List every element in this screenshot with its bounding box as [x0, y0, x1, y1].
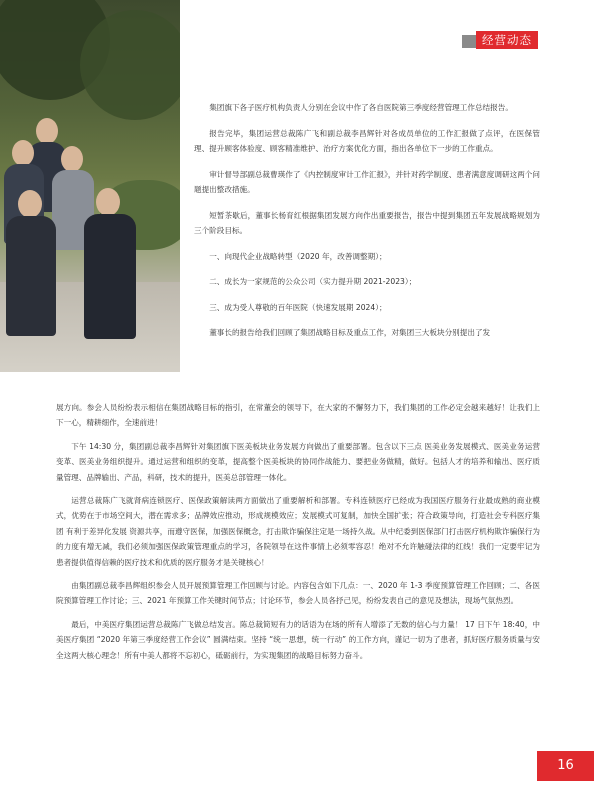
paragraph: 展方向。参会人员纷纷表示相信在集团战略目标的指引，在常董会的领导下，在大家的不懈努力下，我们集团的工作必定会越来越好！让我们上下一心，精耕细作，全速前进！: [56, 403, 540, 428]
right-column-text: [194, 100, 540, 351]
paragraph: 由集团副总裁李昌辉组织参会人员开展预算管理工作回顾与讨论。内容包含如下几点：一、2020 年 1-3 季度预算管理工作回顾；二、各医院预算管理工作讨论；三、2021 年预算工作关键时间节点；讨论环节，参会人员各抒己见，纷纷发表自己的意见及想法，现场气氛热烈。: [56, 581, 540, 606]
paragraph: 报告完毕，集团运营总裁陈广飞和副总裁李昌辉针对各成员单位的工作汇报做了点评，在医保管理、提升顾客体验度、顾客精准维护、治疗方案优化方面，指出各单位下一步的工作重点。: [194, 128, 540, 153]
list-item: 二、成长为一家规范的公众公司（实力提升期 2021-2023）；: [209, 277, 417, 286]
full-width-text: [56, 400, 540, 671]
list-item: 三、成为受人尊敬的百年医院（快速发展期 2024）；: [209, 302, 387, 312]
paragraph: 董事长的报告给我们回顾了集团战略目标及重点工作，对集团三大板块分别提出了发: [209, 328, 491, 337]
photo-tree: [80, 10, 180, 120]
paragraph: 审计督导部副总裁曹瑛作了《内控制度审计工作汇报》，并针对药学制度、患者满意度调研这两个问题提出整改措施。: [194, 169, 540, 194]
page-number: 16: [537, 751, 594, 781]
group-photo: [0, 0, 180, 372]
paragraph: 下午 14:30 分，集团副总裁李昌辉针对集团旗下医美板块业务发展方向做出了重要部署。包含以下三点 医美业务发展模式、医美业务运营变革、医美业务组织提升。通过运营和组织的变革，提高整个医美板块的协同作战能力、要把业务做精，做好。包括人才的培养和输出、医疗质量管理、品牌输出、产品，科研，技术的提升，医美总部管理一体化。: [56, 441, 540, 482]
paragraph: 短暂茶歇后，董事长杨育红根据集团发展方向作出重要报告，报告中提到集团五年发展战略规划为三个阶段目标。: [194, 210, 540, 235]
list-item: 一、向现代企业战略转型（2020 年，改善调整期）；: [209, 251, 387, 261]
paragraph: 最后，中美医疗集团运营总裁陈广飞做总结发言。陈总裁简短有力的话语为在场的所有人增添了无数的信心与力量！ 17 日下午 18:40，中美医疗集团 “2020 年第三季度经营工作会议” 圆满结束。坚持 “统一思想，统一行动” 的工作方向，谨记一切为了患者，抓好医疗服务质量与安全这两大核心理念！所有中美人都将不忘初心，砥砺前行，为实现集团的战略目标努力奋斗。: [56, 619, 540, 660]
paragraph: 集团旗下各子医疗机构负责人分别在会议中作了各自医院第三季度经营管理工作总结报告。: [209, 103, 513, 112]
section-label: 经营动态: [476, 31, 538, 49]
paragraph: 运营总裁陈广飞就肾病连锁医疗、医保政策解读两方面做出了重要解析和部署。专科连锁医疗已经成为我国医疗服务行业最成熟的商业模式，优势在于市场空间大，潜在需求多；品牌效应推动，形成规模效应；发展模式可复制，加快全国扩张；符合政策导向，打造社会专科医疗集团 有利于差异化发展 资源共享，而遵守医保，加强医保概念，打击欺诈骗保注定是一场持久战。从中纪委到医保部门打击医疗机构欺诈骗保行为的力度有增无减，我们必须加强医保政策管理重点的学习，各院领导在这件事情上必须零容忍！绝对不允许触碰法律的红线！我们一定要牢记为患者提供值得信赖的医疗技术和优质的医疗服务才是关键核心！: [56, 496, 540, 567]
